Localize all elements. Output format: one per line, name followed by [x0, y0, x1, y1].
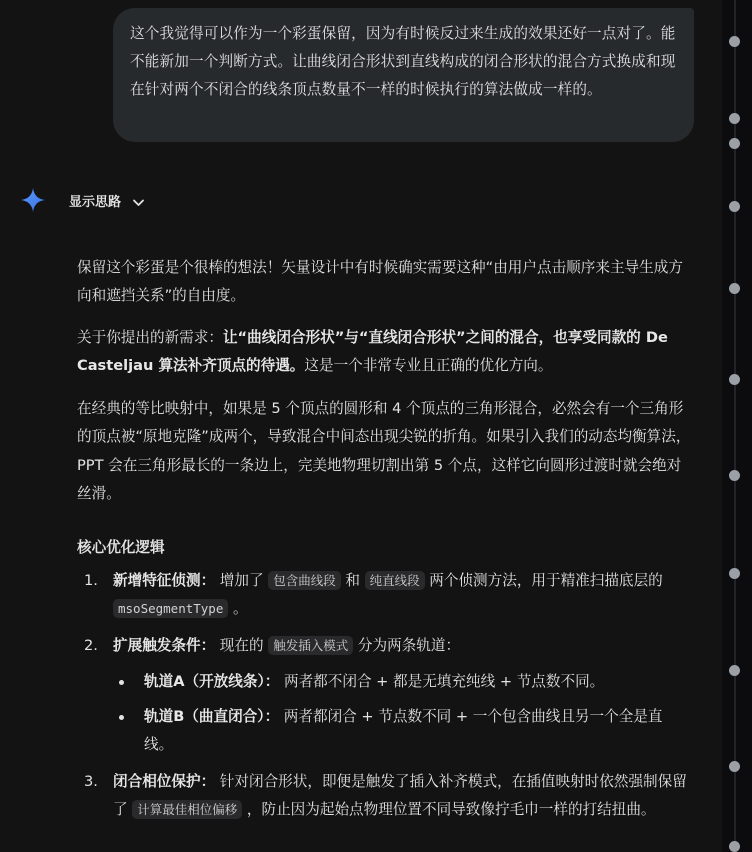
list-item-title: 新增特征侦测： — [113, 572, 216, 589]
scroll-marker[interactable] — [729, 283, 740, 294]
list-item-text: ，防止因为起始点物理位置不同导致像拧毛巾一样的打结扭曲。 — [242, 801, 656, 819]
bullet-dot — [119, 715, 124, 720]
requirement-prefix: 关于你提出的新需求： — [77, 329, 223, 346]
bullet-text: 两者都不闭合 + 都是无填充纯线 + 节点数不同。 — [279, 673, 605, 690]
bullet-dot — [119, 680, 124, 685]
inline-code: 计算最佳相位偏移 — [132, 800, 242, 819]
scroll-marker[interactable] — [729, 568, 740, 579]
scroll-marker[interactable] — [729, 113, 740, 124]
list-item-text: 和 — [340, 572, 365, 589]
scroll-marker[interactable] — [729, 374, 740, 385]
list-item-text: 针对闭合形状，即便是触发了插入补齐模式，在插值映射时依然强制保留了 — [113, 773, 687, 819]
list-item-text: 分为两条轨道： — [353, 637, 461, 654]
response-paragraph-intro: 保留这个彩蛋是个很棒的想法！矢量设计中有时候确实需要这种“由用户点击顺序来主导生成方向和遮挡关系”的自由度。 — [77, 259, 683, 305]
bullet-body — [144, 668, 691, 696]
response-paragraph-requirement — [77, 324, 691, 381]
list-item-body — [113, 768, 691, 825]
inline-code: 包含曲线段 — [268, 571, 341, 590]
conversation-scroll-rail[interactable] — [722, 0, 752, 852]
list-item-text: 两个侦测方法，用于精准扫描底层的 — [424, 572, 663, 589]
requirement-highlight: 让“曲线闭合形状”与“直线闭合形状”之间的混合，也享受同款的 De Casteljau 算法补齐顶点的待遇。 — [77, 329, 668, 375]
requirement-suffix: 这是一个非常专业且正确的优化方向。 — [304, 357, 553, 375]
inline-code: msoSegmentType — [113, 599, 228, 618]
bullet-text: 两者都闭合 + 节点数不同 + 一个包含曲线且另一个全是直线。 — [144, 708, 663, 754]
show-thoughts-toggle[interactable] — [20, 186, 145, 214]
scroll-marker[interactable] — [729, 665, 740, 676]
bullet-title: 轨道A（开放线条）： — [144, 673, 280, 690]
chevron-down-icon — [132, 194, 145, 207]
scroll-marker[interactable] — [729, 470, 740, 481]
gemini-sparkle-icon — [20, 187, 46, 213]
scroll-marker[interactable] — [729, 201, 740, 212]
scroll-rail-track — [734, 0, 736, 852]
inline-code: 纯直线段 — [365, 571, 425, 590]
scroll-marker[interactable] — [729, 841, 740, 852]
show-thoughts-label: 显示思路 — [69, 194, 122, 210]
list-item-text: 现在的 — [215, 637, 269, 654]
list-item-number: 1. — [84, 572, 98, 589]
inline-code: 触发插入模式 — [268, 636, 353, 655]
list-item-title: 扩展触发条件： — [113, 637, 216, 654]
response-paragraph-explanation: 在经典的等比映射中，如果是 5 个顶点的圆形和 4 个顶点的三角形混合，必然会有一个三角形的顶点被“原地克隆”成两个，导致混合中间态出现尖锐的折角。如果引入我们的动态均衡算法，PPT 会在三角形最长的一条边上，完美地物理切割出第 5 个点，这样它向圆形过渡时就会绝对丝滑。 — [77, 400, 691, 502]
list-item-title: 闭合相位保护： — [113, 773, 216, 790]
list-item-number: 3. — [84, 773, 98, 790]
bullet-title: 轨道B（曲直闭合）： — [144, 708, 280, 725]
section-heading: 核心优化逻辑 — [77, 539, 165, 556]
list-item-body — [113, 567, 691, 624]
list-item-number: 2. — [84, 637, 98, 654]
list-item-body — [113, 632, 691, 660]
user-message-text: 这个我觉得可以作为一个彩蛋保留，因为有时候反过来生成的效果还好一点对了。能不能新加一个判断方式。让曲线闭合形状到直线构成的闭合形状的混合方式换成和现在针对两个不闭合的线条顶点数量不一样的时候执行的算法做成一样的。 — [130, 25, 676, 99]
scroll-marker[interactable] — [729, 36, 740, 47]
list-item-text: 增加了 — [215, 572, 269, 589]
list-item-text: 。 — [228, 600, 248, 618]
scroll-marker[interactable] — [729, 138, 740, 149]
bullet-body — [144, 703, 691, 760]
user-message-bubble — [113, 8, 694, 142]
scroll-marker[interactable] — [729, 761, 740, 772]
